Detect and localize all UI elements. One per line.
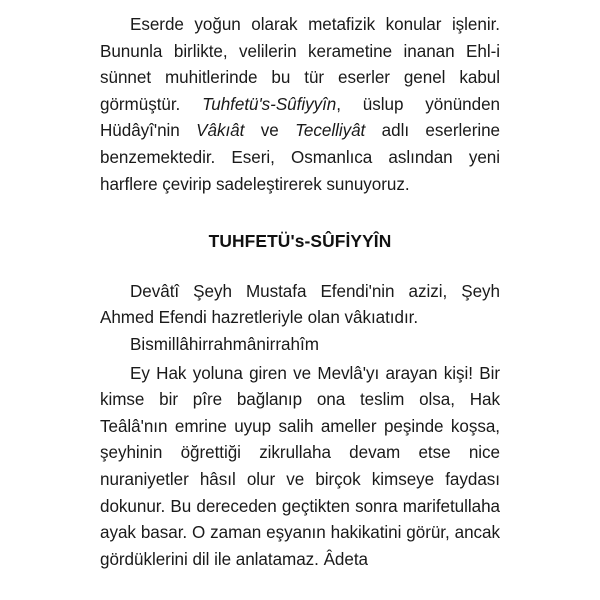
paragraph-body: Ey Hak yoluna giren ve Mevlâ'yı arayan kişi! Bir kimse bir pîre bağlanıp ona teslim olsa, Hak Teâlâ'nın emrine uyup salih ameller peşinde koşsa, şeyhinin öğrettiği zikrullaha devam etse nice nuraniyetler hâsıl olur ve birçok kimseye faydası dokunur. Bu dereceden geçtikten sonra marifetullaha ayak basar. O zaman eşyanın hakikatini görür, ancak gördüklerini dil ile anlatamaz. Âdeta [100, 363, 500, 569]
intro-text-part-2: , üslup yönünden Hüdâyî'nin [100, 94, 500, 141]
text-column [100, 12, 500, 573]
intro-text-part-4: adlı eserlerine benzemektedir. Eseri, Osmanlıca aslından yeni harflere çevirip sadeleştirerek sunuyoruz. [100, 121, 500, 194]
paragraph-intro [100, 12, 500, 198]
intro-italic-title-tuhfetus-sufiyyin: Tuhfetü's-Sûfiyyîn [202, 94, 337, 114]
intro-text-part-1: Eserde yoğun olarak metafizik konular işlenir. Bununla birlikte, velilerin kerametine inanan Ehl-i sünnet muhitlerinde bu tür eserler genel kabul görmüştür. [100, 15, 500, 114]
section-heading: TUHFETÜ's-SÛFİYYÎN [208, 231, 392, 252]
intro-italic-title-tecelliyat: Tecelliyât [295, 121, 366, 141]
paragraph-dedication: Devâtî Şeyh Mustafa Efendi'nin azizi, Şeyh Ahmed Efendi hazretleriyle olan vâkıatıdır. [100, 281, 500, 328]
basmala-line: Bismillâhirrahmânirrahîm [130, 334, 320, 354]
intro-italic-title-vakiat: Vâkıât [196, 121, 245, 141]
intro-text-part-3: ve [244, 121, 296, 141]
